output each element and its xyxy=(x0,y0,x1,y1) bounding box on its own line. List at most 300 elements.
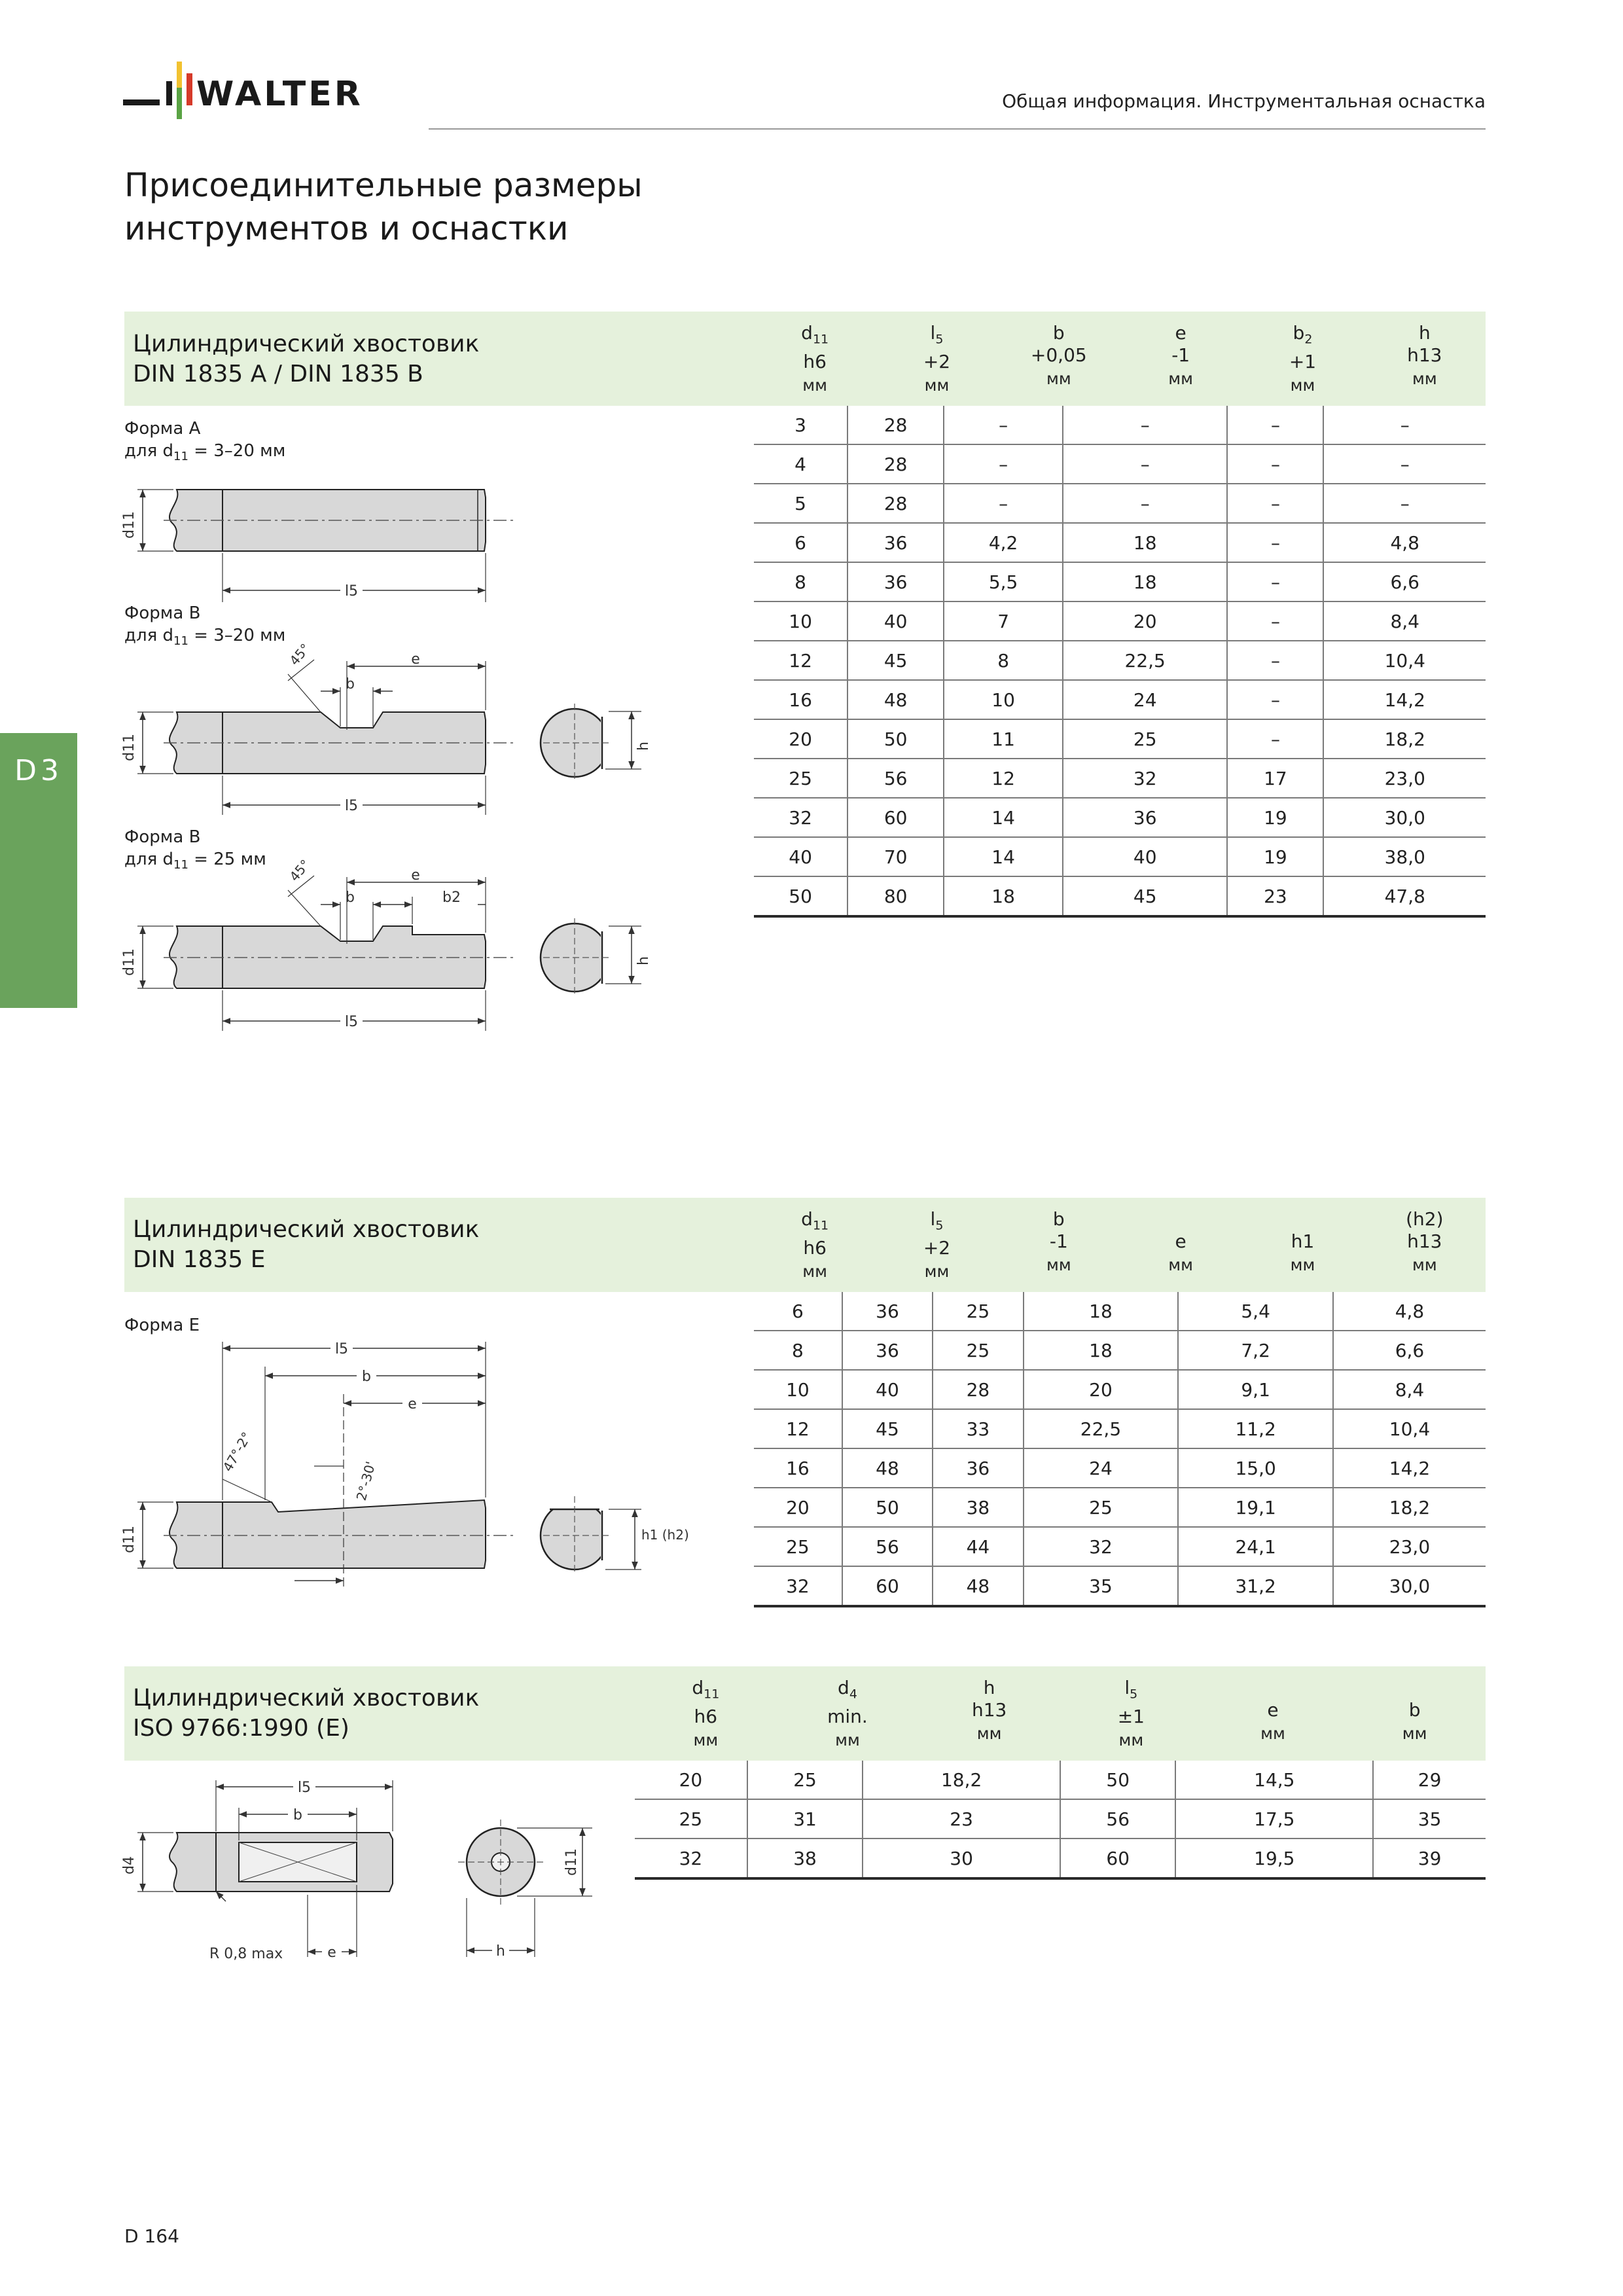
form-b1-range: для $d_{11} = 3-20$ мм xyxy=(124,626,286,649)
table-cell: 14,2 xyxy=(1333,1448,1486,1488)
table-cell: 4,8 xyxy=(1333,1292,1486,1331)
column-header-tolerance: h13 xyxy=(1407,344,1442,366)
column-header-tolerance: min. xyxy=(827,1705,868,1727)
table-cell: 10 xyxy=(754,1370,842,1409)
table-cell: 24 xyxy=(1024,1448,1179,1488)
table-cell: 12 xyxy=(754,1409,842,1448)
table-cell: 48 xyxy=(933,1566,1023,1606)
table-cell: 32 xyxy=(754,798,847,837)
svg-text:d11: d11 xyxy=(121,511,137,539)
column-header-unit: мм xyxy=(1168,369,1194,388)
svg-text:h1 (h2): h1 (h2) xyxy=(641,1527,689,1543)
table-row xyxy=(754,719,1486,759)
section1-title xyxy=(133,329,479,389)
table-row xyxy=(754,523,1486,562)
table-cell: 10 xyxy=(754,601,847,641)
table-row xyxy=(754,601,1486,641)
column-header-symbol xyxy=(1120,1208,1241,1230)
table-cell: 20 xyxy=(754,719,847,759)
table-cell: 6,6 xyxy=(1323,562,1486,601)
form-e-drawing xyxy=(121,1329,700,1604)
table-cell: 50 xyxy=(847,719,944,759)
column-header-subscript: 11 xyxy=(812,1218,829,1233)
table-cell: 25 xyxy=(754,759,847,798)
svg-text:d11: d11 xyxy=(563,1848,580,1876)
svg-text:d11: d11 xyxy=(121,734,137,761)
table-cell: 4,2 xyxy=(944,523,1063,562)
column-header-symbol: b xyxy=(1052,322,1065,344)
column-header-subscript: 5 xyxy=(935,332,944,347)
form-b1-name: Форма B xyxy=(124,603,201,623)
table-cell: 35 xyxy=(1373,1799,1486,1839)
header-section-text: Общая информация. Инструментальная оснастка xyxy=(1002,90,1486,112)
table-cell: 39 xyxy=(1373,1839,1486,1878)
table-cell: 23,0 xyxy=(1333,1527,1486,1566)
column-header-unit: мм xyxy=(924,1261,950,1281)
column-header-tolerance: -1 xyxy=(1171,344,1190,366)
table-cell: 19,1 xyxy=(1178,1488,1333,1527)
column-header xyxy=(777,1677,919,1751)
table-cell: 18,2 xyxy=(1323,719,1486,759)
table-cell: – xyxy=(1227,406,1323,444)
column-header-symbol xyxy=(1202,1677,1344,1699)
table-cell: 8 xyxy=(754,1331,842,1370)
section3-title-line1: Цилиндрический хвостовик xyxy=(133,1685,480,1712)
table-cell: 25 xyxy=(635,1799,747,1839)
column-header xyxy=(1241,322,1363,397)
table-cell: 24 xyxy=(1063,680,1227,719)
table-cell: 32 xyxy=(1024,1527,1179,1566)
column-header-tolerance: e xyxy=(1267,1699,1279,1721)
form-b1-label xyxy=(124,602,285,653)
table-cell: 10,4 xyxy=(1333,1409,1486,1448)
column-header-unit: мм xyxy=(1290,375,1315,395)
table-cell: 6 xyxy=(754,1292,842,1331)
table-cell: – xyxy=(1323,444,1486,484)
column-header-tolerance: h6 xyxy=(803,350,827,372)
column-header-unit: мм xyxy=(1412,369,1437,388)
table-cell: 44 xyxy=(933,1527,1023,1566)
table-cell: 17 xyxy=(1227,759,1323,798)
svg-text:l5: l5 xyxy=(334,1341,349,1357)
column-header-symbol: h xyxy=(1418,322,1431,344)
column-header-unit: мм xyxy=(835,1730,860,1749)
table-cell: 5 xyxy=(754,484,847,523)
column-header-tolerance: h13 xyxy=(1407,1230,1442,1252)
column-header-symbol: $l_5$ xyxy=(930,322,944,347)
table-row xyxy=(754,1370,1486,1409)
header-divider xyxy=(429,128,1486,130)
table-cell: 25 xyxy=(747,1761,863,1799)
form-b1-drawing xyxy=(121,640,661,818)
walter-logo xyxy=(123,62,398,120)
svg-text:d11: d11 xyxy=(121,1526,137,1553)
table-cell: 25 xyxy=(1063,719,1227,759)
table-cell: – xyxy=(1063,406,1227,444)
table-row xyxy=(635,1839,1486,1878)
table-cell: 28 xyxy=(847,406,944,444)
column-header-symbol xyxy=(1344,1677,1486,1699)
column-header-tolerance: b xyxy=(1408,1699,1421,1721)
table-cell: – xyxy=(1227,484,1323,523)
column-header-tolerance: +2 xyxy=(923,1236,951,1259)
table-cell: 56 xyxy=(842,1527,933,1566)
table-cell: 23,0 xyxy=(1323,759,1486,798)
section3-title xyxy=(133,1683,479,1744)
table-cell: 40 xyxy=(1063,837,1227,876)
column-header-unit: мм xyxy=(1046,1255,1071,1274)
svg-text:e: e xyxy=(327,1945,336,1961)
column-header xyxy=(998,322,1120,390)
table-cell: 7 xyxy=(944,601,1063,641)
table-cell: – xyxy=(1323,484,1486,523)
column-header xyxy=(876,322,997,397)
table-cell: 36 xyxy=(842,1292,933,1331)
section1-table xyxy=(754,406,1486,918)
form-b2-range: для $d_{11} = 25$ мм xyxy=(124,850,266,872)
table-cell: 18 xyxy=(1063,562,1227,601)
column-header xyxy=(1241,1208,1363,1276)
table-cell: 8,4 xyxy=(1333,1370,1486,1409)
table-cell: 12 xyxy=(944,759,1063,798)
table-cell: – xyxy=(944,444,1063,484)
table-cell: 20 xyxy=(754,1488,842,1527)
table-cell: 19 xyxy=(1227,798,1323,837)
side-tab xyxy=(0,733,77,1008)
table-cell: 56 xyxy=(1060,1799,1175,1839)
table-cell: 45 xyxy=(847,641,944,680)
svg-text:l5: l5 xyxy=(344,798,359,814)
column-header-symbol: $b_2$ xyxy=(1293,322,1313,347)
table-cell: 8 xyxy=(944,641,1063,680)
table-cell: 8,4 xyxy=(1323,601,1486,641)
table-cell: – xyxy=(1227,444,1323,484)
table-cell: 11,2 xyxy=(1178,1409,1333,1448)
table-cell: 14,2 xyxy=(1323,680,1486,719)
column-header-subscript: 2 xyxy=(1304,332,1313,347)
svg-text:b: b xyxy=(293,1807,302,1823)
svg-text:l5: l5 xyxy=(344,583,359,600)
svg-text:h: h xyxy=(496,1943,505,1960)
table-row xyxy=(754,562,1486,601)
table-cell: 29 xyxy=(1373,1761,1486,1799)
table-cell: 16 xyxy=(754,1448,842,1488)
table-cell: 5,4 xyxy=(1178,1292,1333,1331)
table-cell: – xyxy=(1227,719,1323,759)
section2-title-line1: Цилиндрический хвостовик xyxy=(133,1216,480,1243)
table-row xyxy=(754,641,1486,680)
table-cell: 38,0 xyxy=(1323,837,1486,876)
column-header-tolerance: +1 xyxy=(1289,350,1317,372)
column-header-unit: мм xyxy=(802,375,828,395)
table-cell: 60 xyxy=(842,1566,933,1606)
form-a-name: Форма A xyxy=(124,419,201,439)
table-row xyxy=(754,1488,1486,1527)
svg-text:b: b xyxy=(346,676,355,692)
svg-text:h: h xyxy=(635,742,652,751)
column-header-symbol: $d_4$ xyxy=(838,1677,857,1702)
svg-text:l5: l5 xyxy=(297,1780,312,1796)
column-header-tolerance: +2 xyxy=(923,350,951,372)
page-title xyxy=(124,164,643,250)
table-cell: 36 xyxy=(1063,798,1227,837)
table-cell: 25 xyxy=(933,1292,1023,1331)
column-header-unit: мм xyxy=(1412,1255,1437,1274)
table-cell: 60 xyxy=(1060,1839,1175,1878)
table-cell: 17,5 xyxy=(1175,1799,1373,1839)
table-cell: – xyxy=(944,406,1063,444)
column-header-tolerance: e xyxy=(1175,1230,1186,1252)
column-header-symbol: $l_5$ xyxy=(930,1208,944,1233)
table-cell: 31 xyxy=(747,1799,863,1839)
table-cell: 15,0 xyxy=(1178,1448,1333,1488)
form-a-drawing xyxy=(121,471,530,602)
table-cell: 48 xyxy=(842,1448,933,1488)
table-row xyxy=(754,1566,1486,1606)
table-cell: 36 xyxy=(847,523,944,562)
table-row xyxy=(754,444,1486,484)
table-cell: 56 xyxy=(847,759,944,798)
column-header-symbol: e xyxy=(1175,322,1186,344)
table-cell: 12 xyxy=(754,641,847,680)
table-row xyxy=(754,1331,1486,1370)
column-header xyxy=(635,1677,777,1751)
table-row xyxy=(754,798,1486,837)
table-cell: – xyxy=(1323,406,1486,444)
column-header-symbol: $d_{11}$ xyxy=(692,1677,720,1702)
table-cell: 60 xyxy=(847,798,944,837)
table-cell: 36 xyxy=(847,562,944,601)
svg-text:b: b xyxy=(362,1369,371,1385)
table-cell: 36 xyxy=(842,1331,933,1370)
page-number: D 164 xyxy=(124,2225,179,2247)
column-header xyxy=(876,1208,997,1283)
table-cell: 48 xyxy=(847,680,944,719)
column-header-unit: мм xyxy=(1260,1724,1285,1743)
table-cell: 18 xyxy=(1024,1331,1179,1370)
page-title-line1: Присоединительные размеры xyxy=(124,166,643,204)
side-tab-label: D3 xyxy=(14,754,63,787)
svg-text:h: h xyxy=(635,956,652,965)
table-cell: 10,4 xyxy=(1323,641,1486,680)
table-cell: – xyxy=(1227,680,1323,719)
column-header xyxy=(1364,1208,1486,1276)
table-cell: 32 xyxy=(635,1839,747,1878)
column-header-unit: мм xyxy=(802,1261,828,1281)
svg-text:R 0,8 max: R 0,8 max xyxy=(209,1946,283,1962)
column-header-tolerance: ±1 xyxy=(1117,1705,1145,1727)
table-cell: – xyxy=(944,484,1063,523)
table-cell: 30,0 xyxy=(1333,1566,1486,1606)
table-cell: 40 xyxy=(754,837,847,876)
table-cell: 14 xyxy=(944,837,1063,876)
table-cell: 20 xyxy=(635,1761,747,1799)
column-header-tolerance: h6 xyxy=(803,1236,827,1259)
table-cell: 30,0 xyxy=(1323,798,1486,837)
svg-text:45°: 45° xyxy=(286,856,313,885)
column-header xyxy=(754,322,876,397)
table-cell: 19 xyxy=(1227,837,1323,876)
svg-text:e: e xyxy=(411,651,420,668)
column-header-subscript: 5 xyxy=(935,1218,944,1233)
table-cell: 14,5 xyxy=(1175,1761,1373,1799)
svg-text:b2: b2 xyxy=(442,889,461,906)
table-cell: 28 xyxy=(933,1370,1023,1409)
column-header xyxy=(1120,1208,1241,1276)
svg-text:l5: l5 xyxy=(344,1014,359,1030)
table-cell: 18 xyxy=(1024,1292,1179,1331)
column-header xyxy=(918,1677,1060,1745)
table-cell: 24,1 xyxy=(1178,1527,1333,1566)
svg-text:2°-30': 2°-30' xyxy=(353,1460,379,1503)
table-cell: 30 xyxy=(863,1839,1060,1878)
table-cell: – xyxy=(1063,444,1227,484)
table-cell: 32 xyxy=(1063,759,1227,798)
column-header-unit: мм xyxy=(693,1730,719,1749)
table-cell: 18 xyxy=(1063,523,1227,562)
column-header xyxy=(1344,1677,1486,1745)
table-cell: 50 xyxy=(842,1488,933,1527)
table-cell: 25 xyxy=(933,1331,1023,1370)
svg-text:d11: d11 xyxy=(121,948,137,976)
table-cell: – xyxy=(1227,641,1323,680)
column-header-symbol: $d_{11}$ xyxy=(801,322,829,347)
table-cell: 22,5 xyxy=(1063,641,1227,680)
svg-text:d4: d4 xyxy=(121,1856,137,1874)
table-cell: – xyxy=(1227,601,1323,641)
iso-9766-drawing xyxy=(121,1767,622,1962)
table-cell: – xyxy=(1227,523,1323,562)
section2-title-line2: DIN 1835 E xyxy=(133,1246,266,1273)
form-a-range: для $d_{11} = 3-20$ мм xyxy=(124,441,286,464)
table-cell: 3 xyxy=(754,406,847,444)
table-cell: 40 xyxy=(847,601,944,641)
column-header-tolerance: h1 xyxy=(1291,1230,1315,1252)
table-row xyxy=(754,1292,1486,1331)
column-header xyxy=(1120,322,1241,390)
table-cell: 18,2 xyxy=(863,1761,1060,1799)
table-cell: 4,8 xyxy=(1323,523,1486,562)
svg-text:e: e xyxy=(408,1396,417,1412)
section1-title-line2: DIN 1835 A / DIN 1835 B xyxy=(133,361,423,387)
table-cell: 47,8 xyxy=(1323,876,1486,916)
table-cell: 10 xyxy=(944,680,1063,719)
column-header-unit: мм xyxy=(1118,1730,1144,1749)
column-header-unit: мм xyxy=(1402,1724,1427,1743)
table-cell: 80 xyxy=(847,876,944,916)
column-header-tolerance: h13 xyxy=(971,1699,1007,1721)
brand-text: WALTER xyxy=(196,75,363,114)
table-cell: 23 xyxy=(1227,876,1323,916)
table-cell: 18,2 xyxy=(1333,1488,1486,1527)
svg-text:47°-2°: 47°-2° xyxy=(219,1429,255,1475)
svg-text:e: e xyxy=(411,867,420,884)
table-cell: 25 xyxy=(754,1527,842,1566)
section3-title-line2: ISO 9766:1990 (E) xyxy=(133,1715,349,1742)
column-header-symbol: $l_5$ xyxy=(1124,1677,1138,1702)
column-header-subscript: 5 xyxy=(1130,1687,1138,1702)
table-cell: 5,5 xyxy=(944,562,1063,601)
table-row xyxy=(754,484,1486,523)
section2-table xyxy=(754,1292,1486,1607)
table-cell: 18 xyxy=(944,876,1063,916)
svg-text:b: b xyxy=(346,889,355,906)
column-header xyxy=(754,1208,876,1283)
column-header-symbol: b xyxy=(1052,1208,1065,1230)
form-e-name: Форма E xyxy=(124,1316,200,1335)
table-cell: 33 xyxy=(933,1409,1023,1448)
table-cell: 9,1 xyxy=(1178,1370,1333,1409)
table-cell: 20 xyxy=(1024,1370,1179,1409)
table-cell: 14 xyxy=(944,798,1063,837)
table-cell: 40 xyxy=(842,1370,933,1409)
table-cell: 11 xyxy=(944,719,1063,759)
table-row xyxy=(754,837,1486,876)
table-cell: 6 xyxy=(754,523,847,562)
column-header-subscript: 4 xyxy=(849,1687,857,1702)
table-cell: 19,5 xyxy=(1175,1839,1373,1878)
table-row xyxy=(754,1409,1486,1448)
table-row xyxy=(754,1527,1486,1566)
table-row xyxy=(754,759,1486,798)
table-cell: 35 xyxy=(1024,1566,1179,1606)
table-cell: 70 xyxy=(847,837,944,876)
table-cell: 25 xyxy=(1024,1488,1179,1527)
column-header-unit: мм xyxy=(976,1724,1002,1743)
column-header-subscript: 11 xyxy=(704,1687,720,1702)
form-b2-name: Форма B xyxy=(124,827,201,847)
svg-text:45°: 45° xyxy=(286,640,313,669)
table-row xyxy=(635,1799,1486,1839)
table-row xyxy=(635,1761,1486,1799)
table-cell: 31,2 xyxy=(1178,1566,1333,1606)
table-cell: 36 xyxy=(933,1448,1023,1488)
column-header-unit: мм xyxy=(924,375,950,395)
table-cell: 50 xyxy=(1060,1761,1175,1799)
table-cell: 32 xyxy=(754,1566,842,1606)
column-header-unit: мм xyxy=(1046,369,1071,388)
table-cell: 7,2 xyxy=(1178,1331,1333,1370)
table-cell: 22,5 xyxy=(1024,1409,1179,1448)
table-cell: 23 xyxy=(863,1799,1060,1839)
table-row xyxy=(754,876,1486,916)
page-title-line2: инструментов и оснастки xyxy=(124,209,569,247)
section1-title-line1: Цилиндрический хвостовик xyxy=(133,331,480,357)
table-cell: 4 xyxy=(754,444,847,484)
column-header-symbol: h xyxy=(983,1677,995,1698)
table-cell: 28 xyxy=(847,444,944,484)
table-row xyxy=(754,406,1486,444)
table-cell: 38 xyxy=(747,1839,863,1878)
form-a-label xyxy=(124,418,285,468)
column-header-subscript: 11 xyxy=(812,332,829,347)
column-header xyxy=(1060,1677,1202,1751)
column-header-symbol: $d_{11}$ xyxy=(801,1208,829,1233)
table-cell: 45 xyxy=(1063,876,1227,916)
table-cell: – xyxy=(1063,484,1227,523)
table-cell: 45 xyxy=(842,1409,933,1448)
column-header xyxy=(1202,1677,1344,1745)
table-cell: 6,6 xyxy=(1333,1331,1486,1370)
table-cell: – xyxy=(1227,562,1323,601)
table-cell: 38 xyxy=(933,1488,1023,1527)
table-row xyxy=(754,680,1486,719)
column-header-tolerance: +0,05 xyxy=(1030,344,1087,366)
table-cell: 16 xyxy=(754,680,847,719)
section2-title xyxy=(133,1215,479,1275)
column-header-tolerance: h6 xyxy=(694,1705,718,1727)
table-row xyxy=(754,1448,1486,1488)
